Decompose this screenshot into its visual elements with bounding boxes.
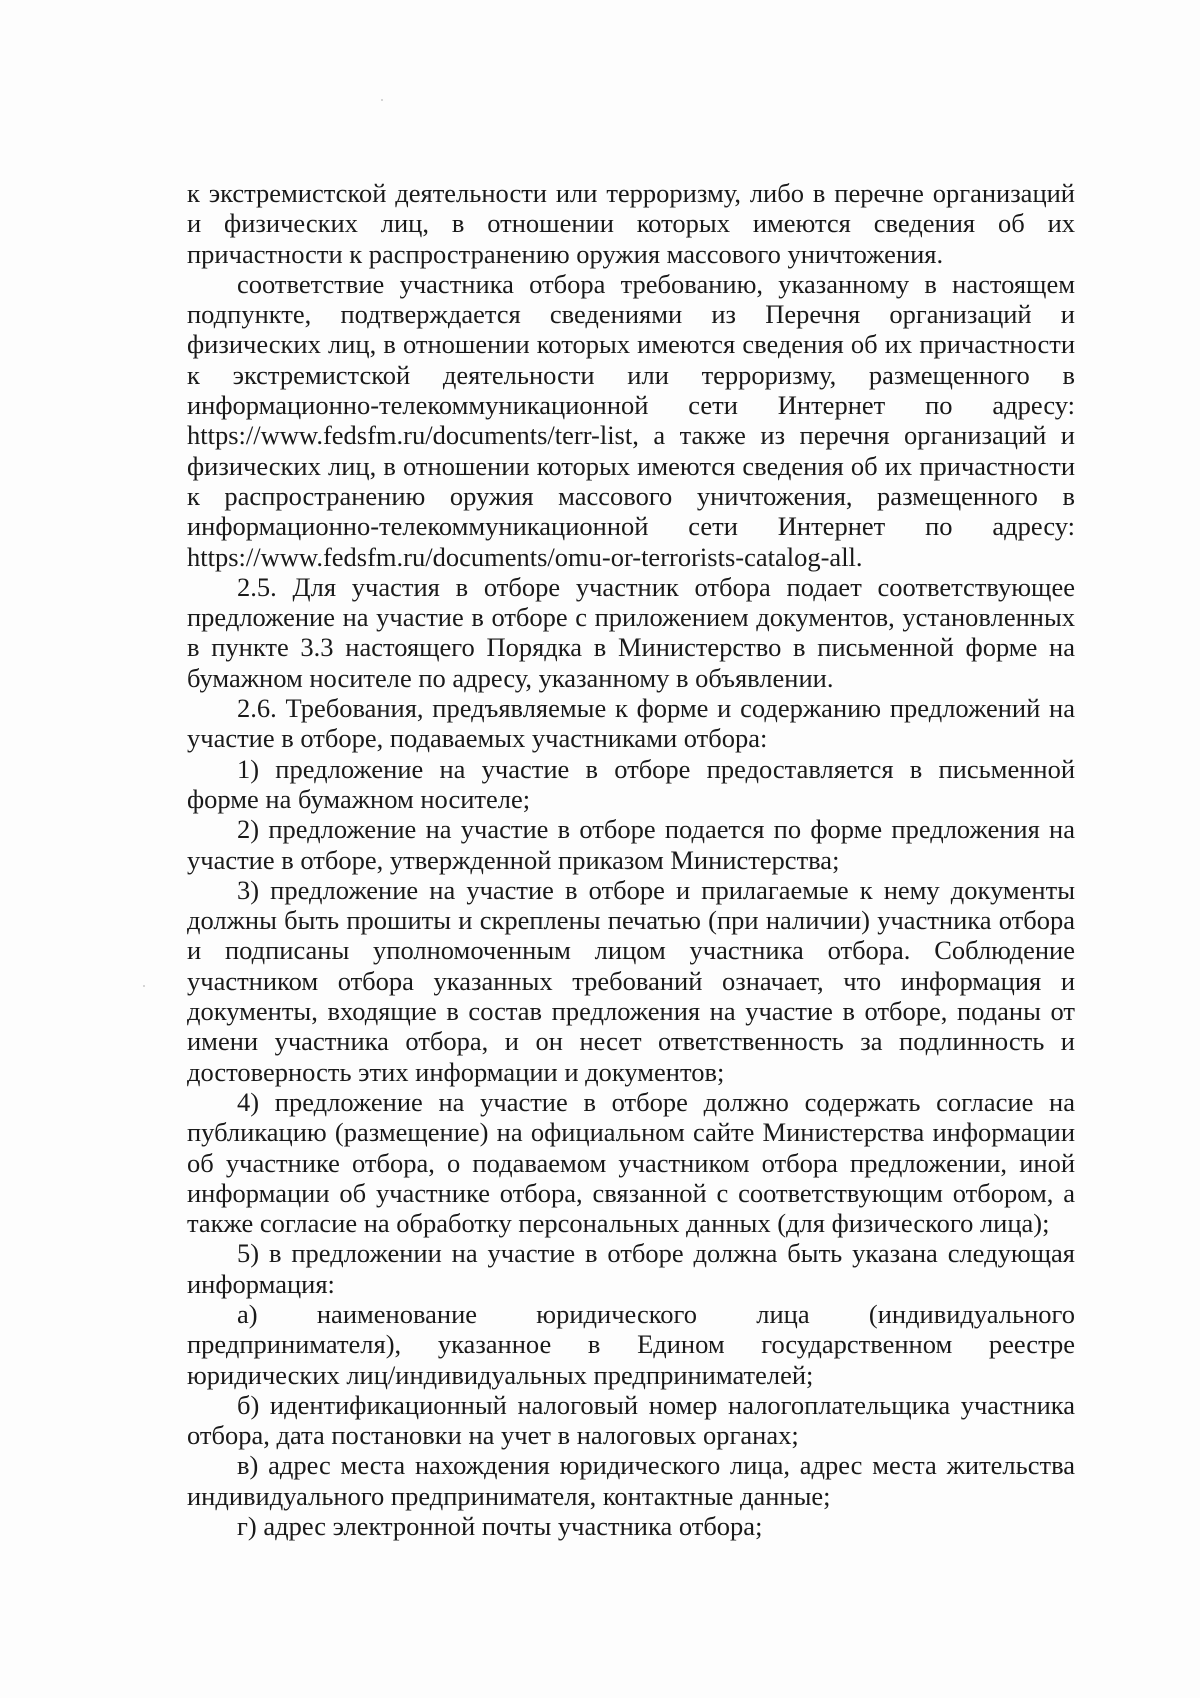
scan-dust-mark	[143, 985, 145, 987]
paragraph-2-6: 2.6. Требования, предъявляемые к форме и содержанию предложений на участие в отборе, подаваемых участниками отбора:	[187, 693, 1075, 754]
sub-item-a: а) наименование юридического лица (индивидуального предпринимателя), указанное в Едином государственном реестре юридических лиц/индивидуальных предпринимателей;	[187, 1298, 1075, 1390]
list-item-2: 2) предложение на участие в отборе подается по форме предложения на участие в отборе, утвержденной приказом Министерства;	[187, 814, 1075, 875]
sub-item-g: г) адрес электронной почты участника отбора;	[237, 1511, 763, 1542]
paragraph-continuation: к экстремистской деятельности или терроризму, либо в перечне организаций и физических лиц, в отношении которых имеются сведения об их причастности к распространению оружия массового уничтожения.	[187, 178, 1075, 269]
list-item-1: 1) предложение на участие в отборе предоставляется в письменной форме на бумажном носителе;	[187, 753, 1075, 814]
list-item-5: 5) в предложении на участие в отборе должна быть указана следующая информация:	[187, 1238, 1075, 1299]
paragraph-2-5: 2.5. Для участия в отборе участник отбора подает соответствующее предложение на участие в отборе с приложением документов, установленных в пункте 3.3 настоящего Порядка в Министерство в письменной форме на бумажном носителе по адресу, указанному в объявлении.	[187, 571, 1075, 693]
paragraph-compliance: соответствие участника отбора требованию, указанному в настоящем подпункте, подтверждается сведениями из Перечня организаций и физических лиц, в отношении которых имеются сведения об их причастности к экстремистской деятельности или терроризму, размещенного в информационно-телекоммуникационной сети Интернет по адресу: https://www.fedsfm.ru/documents/terr-list, а также из перечня организаций и физических лиц, в отношении которых имеются сведения об их причастности к распространению оружия массового уничтожения, размещенного в информационно-телекоммуникационной сети Интернет по адресу: https://www.fedsfm.ru/documents/omu-or-terrorists-catalog-all.	[187, 268, 1075, 572]
list-item-3: 3) предложение на участие в отборе и прилагаемые к нему документы должны быть прошиты и скреплены печатью (при наличии) участника отбора и подписаны уполномоченным лицом участника отбора. Соблюдение участником отбора указанных требований означает, что информация и документы, входящие в состав предложения на участие в отборе, поданы от имени участника отбора, и он несет ответственность за подлинность и достоверность этих информации и документов;	[187, 874, 1075, 1087]
list-item-4: 4) предложение на участие в отборе должно содержать согласие на публикацию (размещение) на официальном сайте Министерства информации об участнике отбора, о подаваемом участником отбора предложении, иной информации об участнике отбора, связанной с соответствующим отбором, а также согласие на обработку персональных данных (для физического лица);	[187, 1086, 1075, 1239]
document-body	[187, 178, 1075, 1541]
sub-item-v: в) адрес места нахождения юридического лица, адрес места жительства индивидуального предпринимателя, контактные данные;	[187, 1450, 1075, 1511]
sub-item-b: б) идентификационный налоговый номер налогоплательщика участника отбора, дата постановки на учет в налоговых органах;	[187, 1389, 1075, 1451]
scan-dust-mark	[381, 99, 383, 101]
